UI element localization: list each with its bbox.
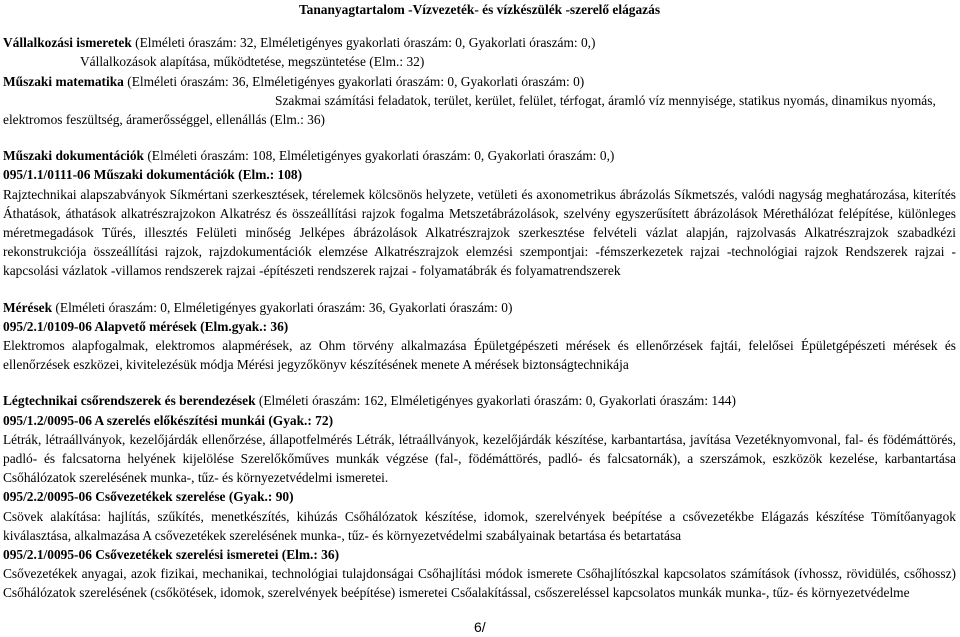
document-page (3, 0, 956, 603)
section-hours: (Elméleti óraszám: 108, Elméletigényes gyakorlati óraszám: 0, Gyakorlati óraszám: 0,) (144, 148, 615, 164)
section-heading: Mérések (3, 299, 53, 315)
module-title: 095/2.1/0109-06 Alapvető mérések (Elm.gyak.: 36) (3, 318, 289, 334)
module-body: Csővezetékek anyagai, azok fizikai, mechanikai, technológiai tulajdonságai Csőhajlítási módok ismerete Csőhajlítószkal kapcsolatos számítások (ívhossz, rövidülés, csőhossz) Csőhálózatok szerelésének (csőkötések, idomok, szerelvények beépítése) ismeretei Csőalakítással, csőszereléssel kapcsolatos munkák munka-, tűz- és környezetvédelme (3, 566, 956, 601)
module-body: Elektromos alapfogalmak, elektromos alapmérések, az Ohm törvény alkalmazása Épületgépészeti mérések és ellenőrzések fajtái, felelősei Épületgépészeti mérések és ellenőrzések eszközei, kivitelezésük módja Mérési jegyzőkönyv készítésének menete A mérések biztonságtechnikája (3, 338, 956, 373)
document-title: Tananyagtartalom -Vízvezeték- és vízkészülék -szerelő elágazás (298, 2, 661, 17)
module-title: 095/1.2/0095-06 A szerelés előkészítési munkái (Gyak.: 72) (3, 412, 334, 428)
section-hours: (Elméleti óraszám: 32, Elméletigényes gyakorlati óraszám: 0, Gyakorlati óraszám: 0,) (131, 35, 596, 51)
section-hours: (Elméleti óraszám: 162, Elméletigényes gyakorlati óraszám: 0, Gyakorlati óraszám: 144) (255, 393, 736, 409)
section-legtechnikai (3, 391, 956, 410)
section-heading: Légtechnikai csőrendszerek és berendezések (3, 393, 256, 409)
section-hours: (Elméleti óraszám: 36, Elméletigényes gyakorlati óraszám: 0, Gyakorlati óraszám: 0) (123, 73, 585, 89)
module-body: Csövek alakítása: hajlítás, szűkítés, menetkészítés, kihúzás Csőhálózatok készítése, idomok, szerelvények beépítése a csővezetékbe Elágazás készítése Tömítőanyagok kiválasztása, alkalmazása A csővezetékek szerelésének munka-, tűz- és környezetvédelmi szabályainak betartása és betartatása (3, 508, 956, 543)
section-detail-continued: elektromos feszültség, áramerősséggel, ellenállás (Elm.: 36) (3, 112, 326, 128)
section-meresek (3, 298, 956, 317)
section-detail: Szakmai számítási feladatok, terület, kerület, felület, térfogat, áramló víz mennyisége, statikus nyomás, dinamikus nyomás, (275, 92, 936, 108)
page-number: 6/ (474, 619, 486, 635)
section-heading: Vállalkozási ismeretek (3, 35, 132, 51)
section-dokumentaciok (3, 146, 956, 165)
module-title: 095/1.1/0111-06 Műszaki dokumentációk (Elm.: 108) (3, 167, 303, 183)
section-heading: Műszaki matematika (3, 73, 124, 89)
module-title: 095/2.1/0095-06 Csővezetékek szerelési ismeretei (Elm.: 36) (3, 547, 340, 563)
section-hours: (Elméleti óraszám: 0, Elméletigényes gyakorlati óraszám: 36, Gyakorlati óraszám: 0) (52, 299, 513, 315)
section-matematika (3, 72, 956, 91)
section-vallalkozasi (3, 33, 956, 52)
module-body: Létrák, létraállványok, kezelőjárdák ellenőrzése, állapotfelmérés Létrák, létraállványok, kezelőjárdák készítése, karbantartása, javítása Vezetéknyomvonal, fal- és födémáttörés, padló- és falcsatorna helyének kijelölése Szerelőkőműves munkák végzése (fal-, födémáttörés, padló- és falcsatornák), a szerszámok, eszközök kezelése, karbantartása Csőhálózatok szerelésének munka-, tűz- és környezetvédelmi ismeretei. (3, 431, 956, 486)
module-body: Rajztechnikai alapszabványok Síkmértani szerkesztések, térelemek kölcsönös helyzete, vetületi és axonometrikus ábrázolás Síkmetszés, valódi nagyság meghatározása, kiterítés Áthatások, áthatások alkatrészrajzokon Alkatrész és összeállítási rajzok fogalma Metszetábrázolások, szelvény egyszerűsített ábrázolások Mérethálózat felépítése, különleges méretmegadások Tűrés, illesztés Felületi minőség Jelképes ábrázolások Alkatrészrajzok szerkesztése felvételi vázlat alapján, rajzolvasás Alkatrészrajzok szabadkézi rekonstrukciója összeállítási rajzok, rajzdokumentációk elemzése Alkatrészrajzok elemzési szempontjai: -fémszerkezetek rajzai -technológiai rajzok Rendszerek rajzai -kapcsolási vázlatok -villamos rendszerek rajzai -építészeti rendszerek rajzai - folyamatábrák és folyamatrendszerek (3, 186, 956, 279)
section-heading: Műszaki dokumentációk (3, 148, 144, 164)
module-title: 095/2.2/0095-06 Csővezetékek szerelése (Gyak.: 90) (3, 489, 294, 505)
section-detail: Vállalkozások alapítása, működtetése, megszüntetése (Elm.: 32) (80, 54, 425, 70)
